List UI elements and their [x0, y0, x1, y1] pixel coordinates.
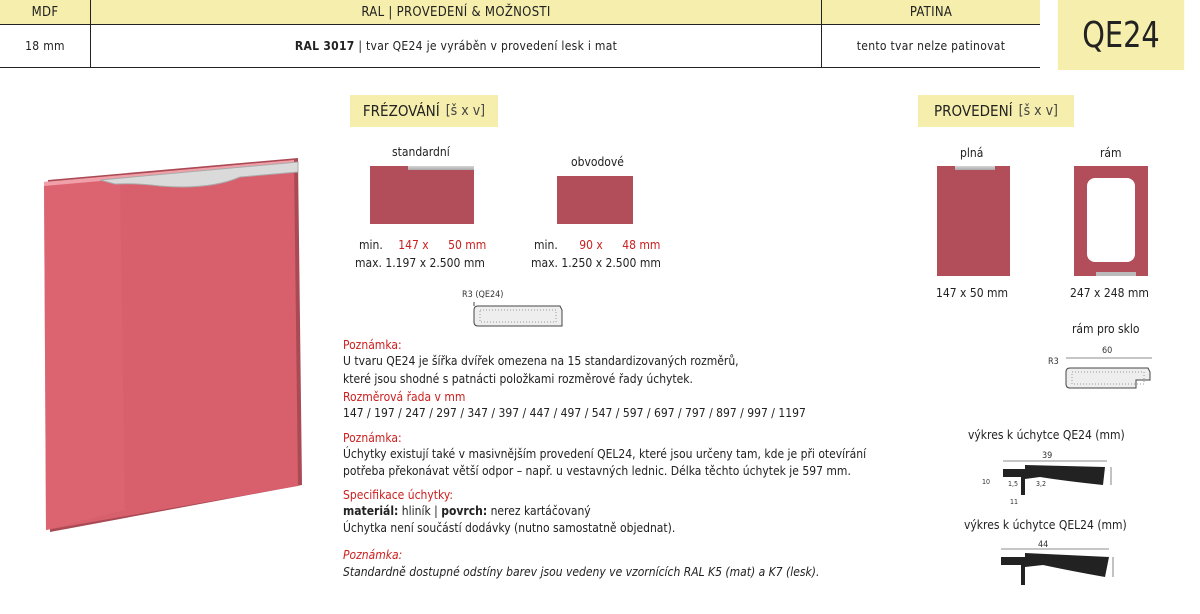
door-image [40, 150, 310, 540]
profile-label: R3 (QE24) [462, 290, 504, 300]
provedeni-title: PROVEDENÍ [934, 102, 1013, 120]
note3-line1: Standardně dostupné odstíny barev jsou vedeny ve vzornících RAL K5 (mat) a K7 (lesk). [343, 565, 820, 579]
ram-panel [1074, 166, 1148, 276]
qel24-drawing [985, 543, 1125, 603]
plna-label: plná [960, 146, 984, 160]
qe24-drawing [985, 455, 1125, 515]
spec-material-label: materiál: [343, 504, 399, 518]
standardni-max: max. 1.197 x 2.500 mm [355, 256, 485, 270]
ral-value [91, 25, 821, 67]
obvodove-panel [557, 176, 633, 224]
handle-icon [1096, 272, 1136, 276]
min-label: min. [359, 238, 383, 252]
note1-line1: U tvaru QE24 je šířka dvířek omezena na 15 standardizovaných rozměrů, [343, 354, 739, 368]
handle-icon [955, 166, 995, 170]
ram-sklo-drawing [1060, 350, 1160, 400]
row-title: Rozměrová řada v mm [343, 390, 466, 404]
spec-title: Specifikace úchytky: [343, 488, 453, 502]
obvodove-max: max. 1.250 x 2.500 mm [531, 256, 661, 270]
min-height: 48 mm [622, 238, 661, 252]
ram-sklo-w: 60 [1102, 346, 1113, 356]
frezovani-title: FRÉZOVÁNÍ [362, 102, 440, 120]
provedeni-tag [918, 95, 1074, 127]
spec-surface-label: povrch: [441, 504, 488, 518]
patina-value: tento tvar nelze patinovat [856, 39, 1006, 53]
ram-sklo-r: R3 [1048, 357, 1059, 367]
ral-code: RAL 3017 [294, 39, 355, 53]
spec-material-value: hliník | [398, 504, 442, 518]
min-width: 90 x [579, 238, 603, 252]
note2-line1: Úchytky existují také v masivnějším provedení QEL24, které jsou určeny tam, kde je při otevírání [343, 447, 867, 461]
obvodove-min [534, 238, 660, 253]
mdf-value: 18 mm [25, 39, 65, 53]
qe24-title: výkres k úchytce QE24 (mm) [968, 428, 1125, 442]
handle-icon [408, 166, 474, 170]
ram-sklo-label: rám pro sklo [1072, 322, 1140, 336]
frezovani-dims: [š x v] [445, 103, 486, 119]
dim-32: 3,2 [1036, 480, 1047, 488]
note2-title: Poznámka: [343, 431, 402, 445]
header-row-labels [0, 0, 1040, 25]
ram-dim: 247 x 248 mm [1070, 286, 1149, 300]
standardni-min [359, 238, 486, 253]
standardni-label: standardní [392, 145, 450, 159]
dim-11: 11 [1010, 498, 1019, 506]
qel24-width: 44 [1038, 540, 1049, 550]
min-height: 50 mm [448, 238, 487, 252]
header-mdf: MDF [31, 4, 59, 20]
header-patina: PATINA [909, 4, 953, 20]
spec-line1 [343, 504, 591, 519]
spec-line2: Úchytka není součástí dodávky (nutno samostatně objednat). [343, 521, 676, 535]
plna-panel [937, 166, 1010, 276]
spec-surface-value: nerez kartáčovaný [487, 504, 591, 518]
dim-15: 1,5 [1008, 480, 1019, 488]
note3-title: Poznámka: [343, 548, 403, 562]
qe24-width: 39 [1042, 451, 1053, 461]
frezovani-tag [350, 95, 498, 127]
plna-dim: 147 x 50 mm [936, 286, 1009, 300]
min-width: 147 x [398, 238, 429, 252]
standardni-panel [370, 166, 474, 224]
header-row-values [0, 25, 1040, 68]
product-code: QE24 [1058, 0, 1184, 70]
obvodove-label: obvodové [571, 155, 624, 169]
dim-10: 10 [982, 478, 991, 486]
profile-drawing [470, 298, 570, 338]
note1-title: Poznámka: [343, 338, 402, 352]
min-label: min. [534, 238, 558, 252]
provedeni-dims: [š x v] [1018, 103, 1058, 119]
ral-description: | tvar QE24 je vyráběn v provedení lesk i mat [354, 39, 618, 53]
note1-line2: které jsou shodné s patnácti položkami rozměrové řady úchytek. [343, 372, 693, 386]
row-values: 147 / 197 / 247 / 297 / 347 / 397 / 447 / 497 / 547 / 597 / 697 / 797 / 897 / 997 / 1197 [343, 406, 806, 420]
ram-label: rám [1100, 146, 1122, 160]
header-ral: RAL | PROVEDENÍ & MOŽNOSTI [361, 4, 551, 20]
note2-line2: potřeba překonávat větší odpor – např. u vestavných lednic. Délka těchto úchytek je 597 mm. [343, 464, 851, 478]
qel24-title: výkres k úchytce QEL24 (mm) [964, 518, 1127, 532]
